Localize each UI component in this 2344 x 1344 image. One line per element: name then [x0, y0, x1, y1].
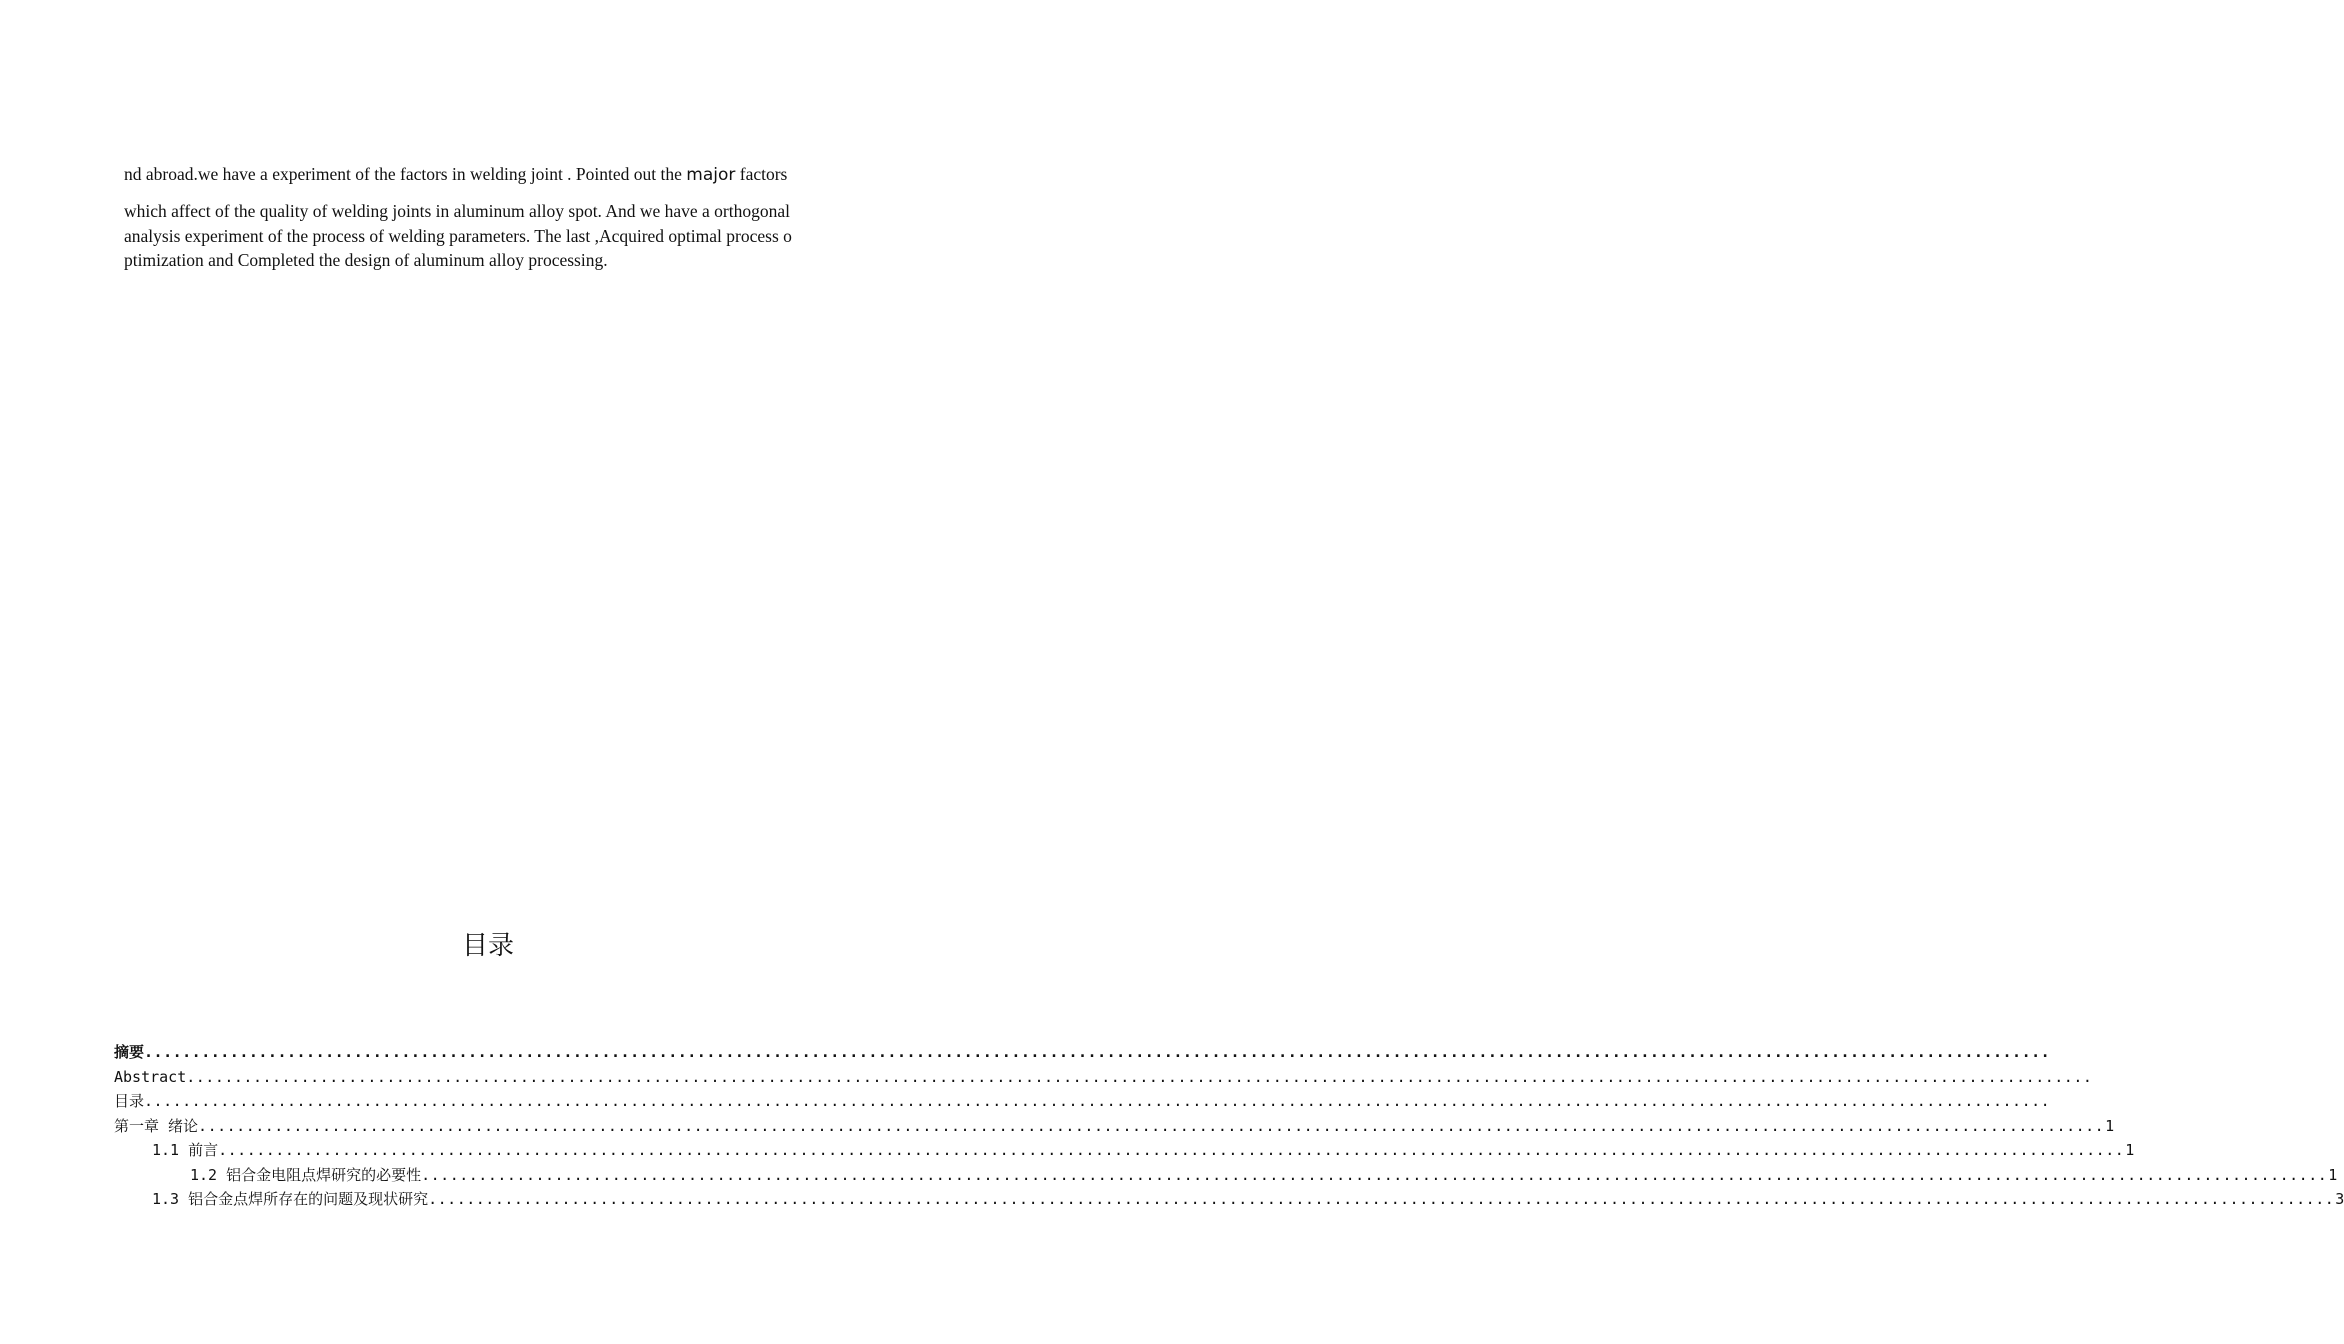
- abstract-line-1-start: nd abroad.we have a experiment of the factors in welding joint . Pointed out the: [124, 164, 687, 184]
- abstract-emphasis-word: major: [686, 165, 736, 185]
- toc-leader-dots: ........................................................................................................................................................................................................: [144, 1092, 2051, 1110]
- toc-leader-dots: ........................................................................................................................................................................................................: [421, 1165, 2328, 1184]
- toc-entry[interactable]: [114, 1187, 2344, 1212]
- abstract-line-3: analysis experiment of the process of welding parameters. The last ,Acquired optimal process o: [124, 226, 792, 246]
- toc-entry-label: 摘要: [114, 1043, 145, 1061]
- toc-entry-page: 3: [2335, 1190, 2344, 1208]
- toc-entry[interactable]: [114, 1040, 2051, 1065]
- toc-entry-page: 1: [2125, 1141, 2135, 1159]
- toc-entry[interactable]: [114, 1089, 2051, 1114]
- toc-leader-dots: ........................................................................................................................................................................................................: [186, 1067, 2093, 1086]
- toc-entry[interactable]: [114, 1065, 2093, 1090]
- toc-entry-page: 1: [2105, 1116, 2115, 1135]
- abstract-line-4: ptimization and Completed the design of aluminum alloy processing.: [124, 250, 608, 270]
- abstract-line-2: which affect of the quality of welding joints in aluminum alloy spot. And we have a orthogonal: [124, 201, 790, 221]
- table-of-contents: [114, 1040, 2344, 1212]
- toc-leader-dots: ........................................................................................................................................................................................................: [218, 1141, 2125, 1159]
- toc-entry-page: 1: [2328, 1165, 2338, 1184]
- toc-title: 目录: [461, 931, 514, 961]
- toc-entry[interactable]: [114, 1138, 2135, 1163]
- toc-entry-label: Abstract: [114, 1067, 187, 1086]
- toc-leader-dots: ........................................................................................................................................................................................................: [198, 1116, 2105, 1135]
- toc-entry-label: 1.2 铝合金电阻点焊研究的必要性: [190, 1165, 422, 1184]
- toc-entry-label: 目录: [114, 1092, 145, 1110]
- abstract-line-1: [124, 164, 856, 185]
- toc-entry-label: 1.1 前言: [152, 1141, 219, 1159]
- abstract-line-1-end: factors: [735, 164, 788, 184]
- toc-leader-dots: ........................................................................................................................................................................................................: [428, 1190, 2335, 1208]
- toc-entry[interactable]: [114, 1163, 2338, 1188]
- toc-entry-label: 1.3 铝合金点焊所存在的问题及现状研究: [152, 1190, 429, 1208]
- toc-entry-label: 第一章 绪论: [114, 1116, 199, 1135]
- toc-entry[interactable]: [114, 1114, 2115, 1139]
- toc-leader-dots: ........................................................................................................................................................................................................: [144, 1043, 2051, 1061]
